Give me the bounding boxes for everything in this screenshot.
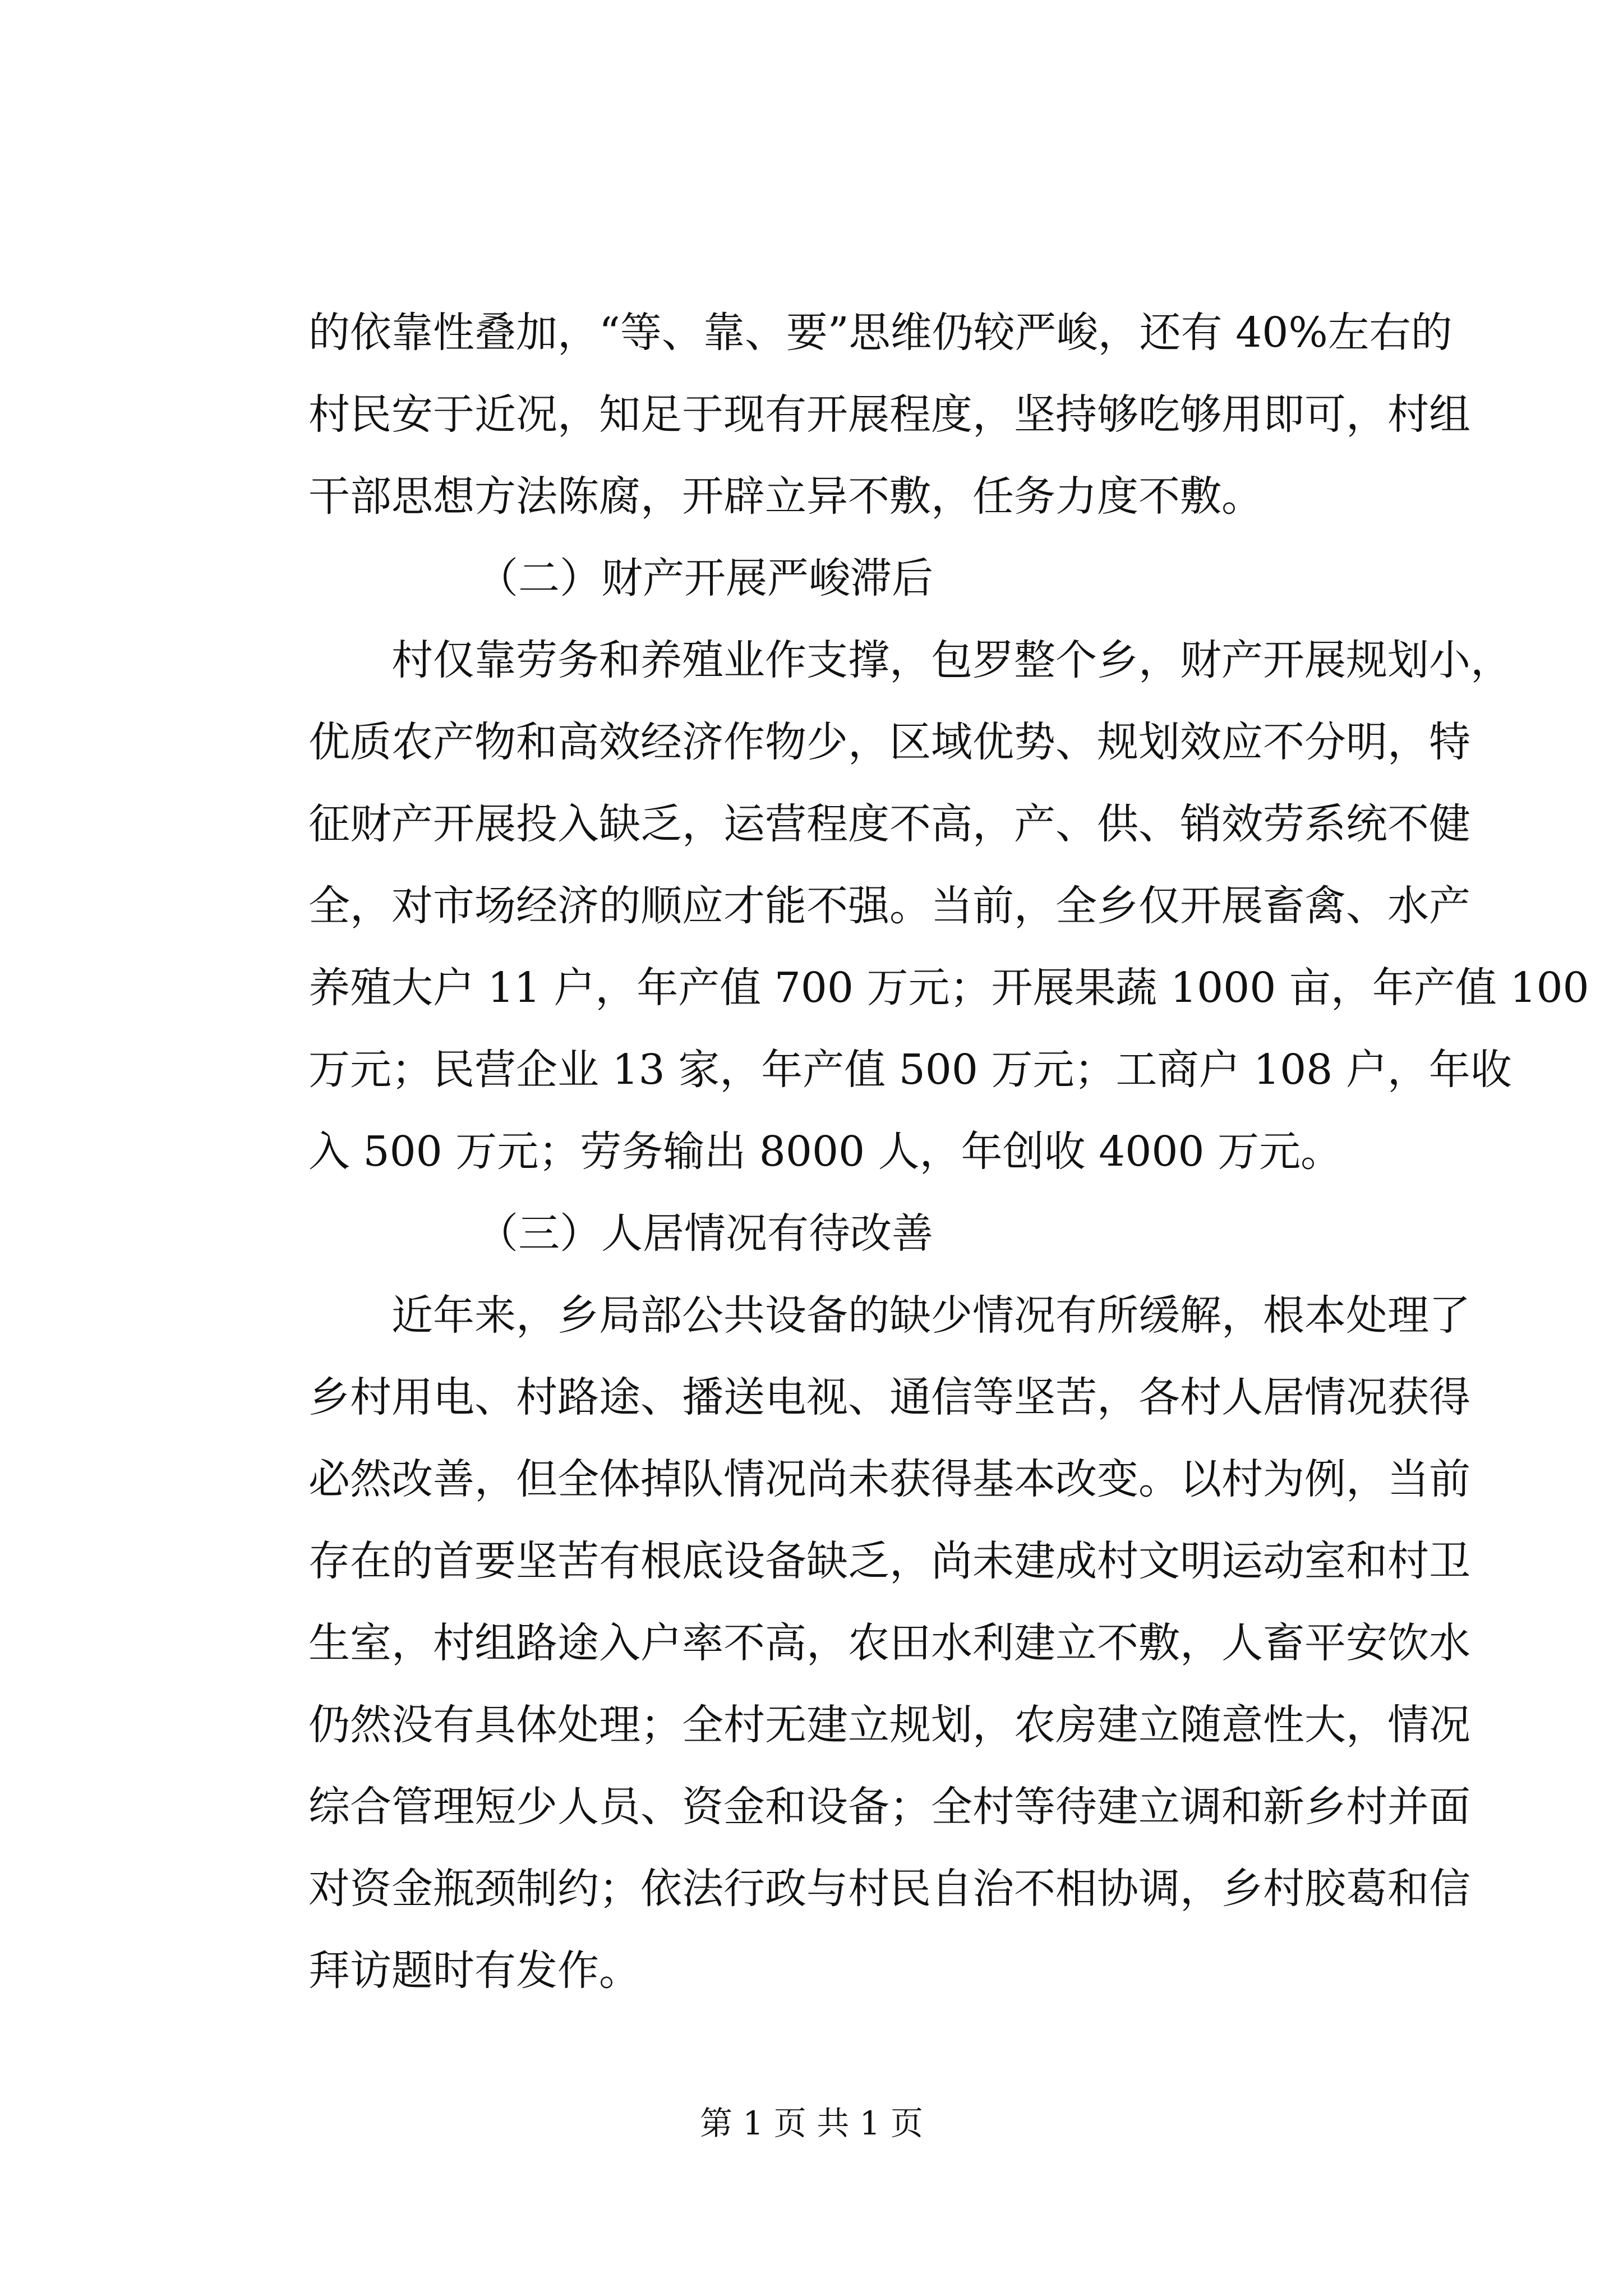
text-line: 必然改善，但全体掉队情况尚未获得基本改变。以村为例，当前: [308, 1455, 1470, 1503]
text-line: 入 500 万元；劳务输出 8000 人，年创收 4000 万元。: [308, 1128, 1343, 1176]
text-line: 存在的首要坚苦有根底设备缺乏，尚未建成村文明运动室和村卫: [308, 1537, 1470, 1585]
text-line: 仍然没有具体处理；全村无建立规划，农房建立随意性大，情况: [308, 1701, 1470, 1749]
text-line: 生室，村组路途入户率不高，农田水利建立不敷，人畜平安饮水: [308, 1619, 1470, 1667]
text-line: 的依靠性叠加，“等、靠、要”思维仍较严峻，还有 40%左右的: [308, 309, 1453, 357]
text-line: 养殖大户 11 户，年产值 700 万元；开展果蔬 1000 亩，年产值 100: [308, 964, 1589, 1012]
text-line: 全，对市场经济的顺应才能不强。当前，全乡仅开展畜禽、水产: [308, 882, 1470, 930]
page-footer: [0, 2101, 1623, 2146]
text-line: 综合管理短少人员、资金和设备；全村等待建立调和新乡村并面: [308, 1783, 1470, 1831]
section-heading: （二）财产开展严峻滞后: [477, 554, 933, 602]
text-line: 近年来，乡局部公共设备的缺少情况有所缓解，根本处理了: [308, 1291, 1470, 1340]
page-number-label: 第 1 页 共 1 页: [700, 2104, 923, 2142]
text-line: 村仅靠劳务和养殖业作支撑，包罗整个乡，财产开展规划小，: [308, 636, 1512, 684]
text-line: 拜访题时有发作。: [308, 1947, 640, 1995]
document-body: [308, 292, 1589, 2012]
section-heading: （三）人居情况有待改善: [477, 1209, 933, 1258]
text-line: 村民安于近况，知足于现有开展程度，坚持够吃够用即可，村组: [308, 390, 1470, 439]
text-line: 征财产开展投入缺乏，运营程度不高，产、供、销效劳系统不健: [308, 800, 1470, 848]
text-line: 干部思想方法陈腐，开辟立异不敷，任务力度不敷。: [308, 472, 1263, 521]
text-line: 万元；民营企业 13 家，年产值 500 万元；工商户 108 户，年收: [308, 1046, 1512, 1094]
text-line: 乡村用电、村路途、播送电视、通信等坚苦，各村人居情况获得: [308, 1373, 1470, 1421]
text-line: 优质农产物和高效经济作物少，区域优势、规划效应不分明，特: [308, 718, 1470, 766]
text-line: 对资金瓶颈制约；依法行政与村民自治不相协调，乡村胶葛和信: [308, 1865, 1470, 1913]
